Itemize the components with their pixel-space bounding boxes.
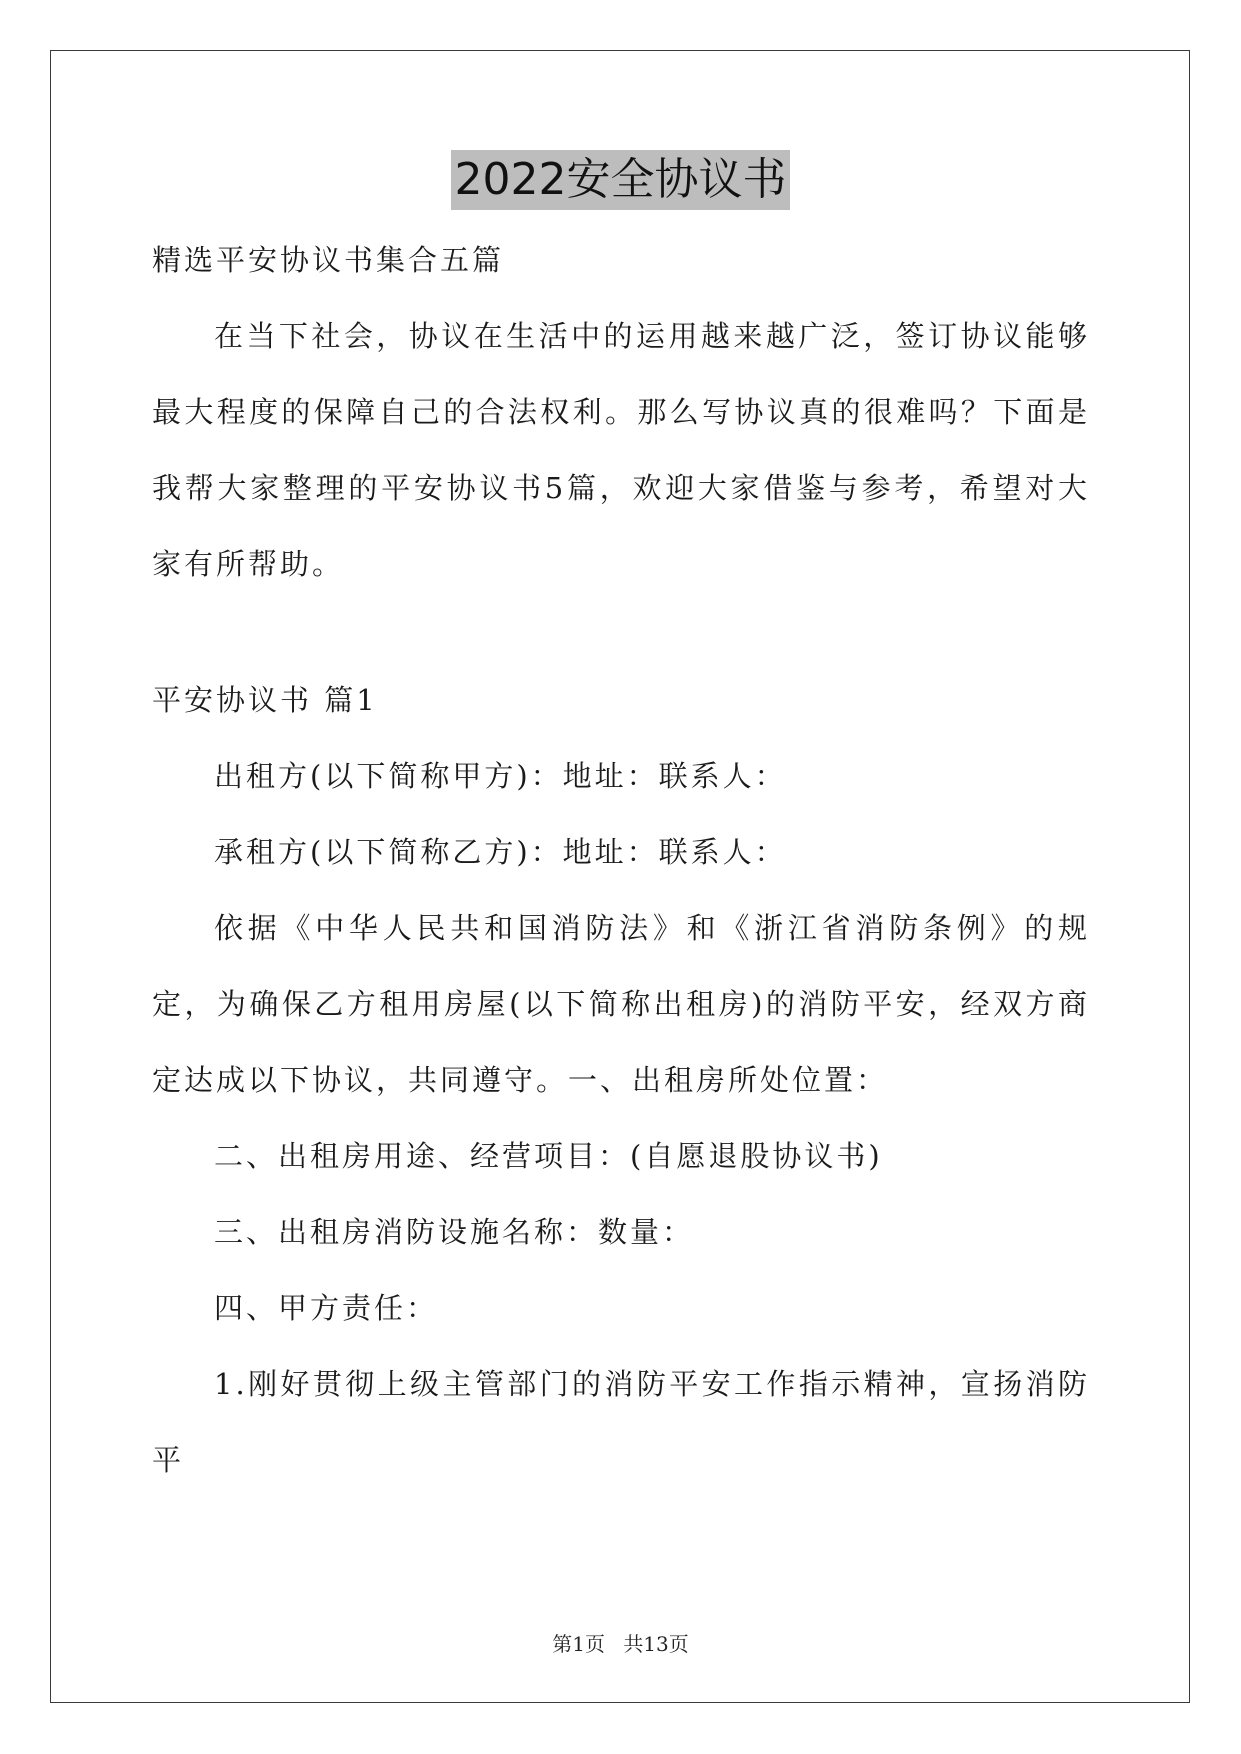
intro-paragraph: 在当下社会，协议在生活中的运用越来越广泛，签订协议能够最大程度的保障自己的合法权利。那么写协议真的很难吗？下面是我帮大家整理的平安协议书5篇，欢迎大家借鉴与参考，希望对大家有所帮助。 [152, 319, 1090, 581]
body-paragraph-item-1: 1.刚好贯彻上级主管部门的消防平安工作指示精神，宣扬消防平 [152, 1367, 1090, 1477]
page-footer [0, 1628, 1241, 1657]
document-body [152, 232, 1090, 1498]
document-title-text: 2022安全协议书 [451, 150, 791, 210]
body-paragraph-party-a-duties: 四、甲方责任： [214, 1291, 439, 1325]
body-paragraph-lessee: 承租方(以下简称乙方)：地址：联系人： [214, 835, 787, 869]
body-paragraph-basis: 依据《中华人民共和国消防法》和《浙江省消防条例》的规定，为确保乙方租用房屋(以下简称出租房)的消防平安，经双方商定达成以下协议，共同遵守。一、出租房所处位置： [152, 911, 1090, 1097]
document-subtitle: 精选平安协议书集合五篇 [152, 243, 505, 277]
section-heading: 平安协议书 篇1 [152, 683, 378, 717]
body-paragraph-facilities: 三、出租房消防设施名称：数量： [214, 1215, 695, 1249]
document-title [0, 150, 1241, 210]
body-paragraph-usage: 二、出租房用途、经营项目：(自愿退股协议书) [214, 1139, 883, 1173]
page-number: 第1页 [552, 1632, 605, 1656]
body-paragraph-lessor: 出租方(以下简称甲方)：地址：联系人： [214, 759, 787, 793]
page-total: 共13页 [623, 1632, 689, 1656]
